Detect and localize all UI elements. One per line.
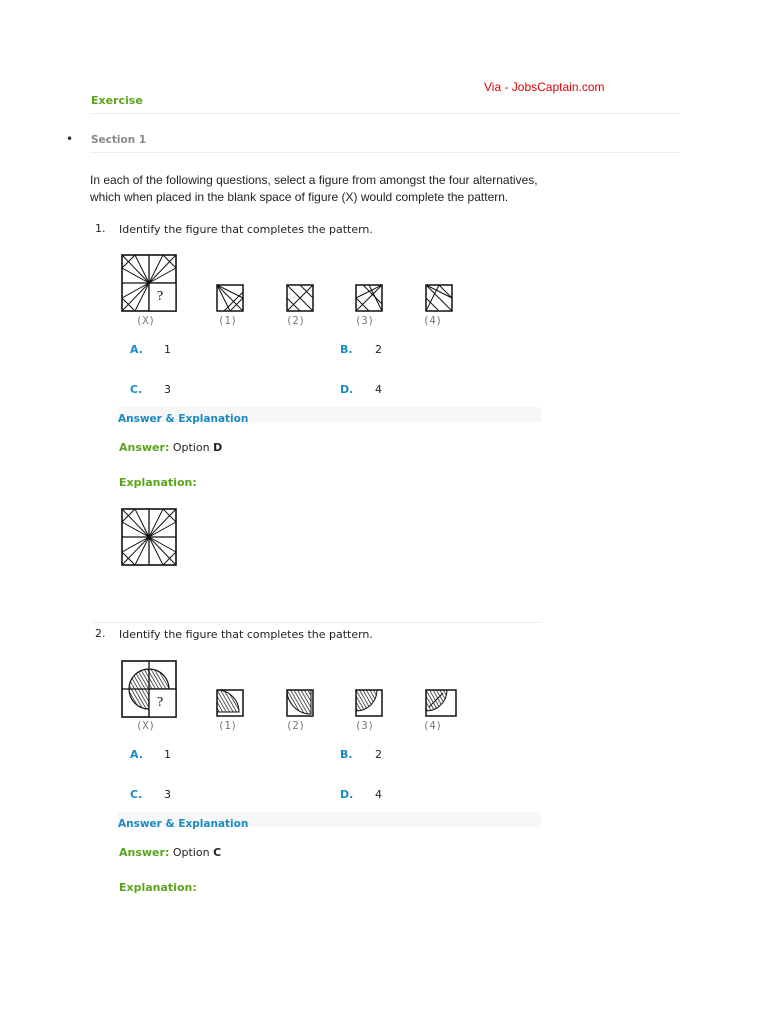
watermark-link[interactable]: Via - JobsCaptain.com [484,80,605,94]
answer-value: C [213,846,222,859]
figure-label: (3) [355,720,374,732]
option-letter-c[interactable]: C. [130,788,143,801]
question-number: 1. [95,222,106,235]
answer-value: D [213,441,223,454]
figure-label: (4) [423,315,442,327]
answer-label: Answer: [119,846,170,859]
answer-figure-4 [425,689,457,717]
option-value-b[interactable]: 2 [375,748,382,761]
question-text: Identify the figure that completes the pattern. [119,223,373,236]
explanation-figure [121,508,177,566]
answer-figure-2 [286,284,314,312]
problem-figure-x [121,660,177,718]
figure-label: (2) [286,720,305,732]
option-letter-a[interactable]: A. [130,343,143,356]
explanation-label: Explanation: [119,881,197,894]
exercise-title: Exercise [91,94,143,107]
divider [90,152,680,153]
option-value-d[interactable]: 4 [375,383,382,396]
question-number: 2. [95,627,106,640]
answer-figure-4 [425,284,453,312]
answer-explanation-toggle[interactable] [118,407,541,425]
figure-label: (1) [218,720,237,732]
section-title[interactable]: Section 1 [91,134,147,146]
answer-figure-2 [286,689,314,717]
option-letter-c[interactable]: C. [130,383,143,396]
figure-label: (X) [136,720,155,732]
answer-prefix: Option [172,441,210,454]
figure-label: (4) [423,720,442,732]
blank-marker: ? [157,695,164,710]
option-letter-a[interactable]: A. [130,748,143,761]
option-value-b[interactable]: 2 [375,343,382,356]
question-text: Identify the figure that completes the pattern. [119,628,373,641]
blank-marker: ? [157,289,164,304]
answer-figure-1 [216,689,244,717]
option-value-c[interactable]: 3 [164,788,171,801]
answer-line [119,846,221,859]
answer-figure-1 [216,284,244,312]
answer-label: Answer: [119,441,170,454]
option-value-a[interactable]: 1 [164,343,171,356]
divider [90,113,680,114]
instructions-text: In each of the following questions, select a figure from amongst the four alternatives, which when placed in the blank space of figure (X) would complete the pattern. [90,173,538,204]
answer-line [119,441,222,454]
figure-label: (X) [136,315,155,327]
figure-label: (1) [218,315,237,327]
option-value-a[interactable]: 1 [164,748,171,761]
divider [92,622,542,623]
answer-explanation-label[interactable]: Answer & Explanation [118,818,249,830]
option-letter-b[interactable]: B. [340,748,353,761]
answer-prefix: Option [172,846,210,859]
option-value-c[interactable]: 3 [164,383,171,396]
figure-label: (2) [286,315,305,327]
explanation-label: Explanation: [119,476,197,489]
answer-figure-3 [355,284,383,312]
answer-figure-3 [355,689,383,717]
problem-figure-x [121,254,177,312]
answer-explanation-label[interactable]: Answer & Explanation [118,413,249,425]
section-bullet: • [66,132,74,146]
option-letter-d[interactable]: D. [340,788,354,801]
option-value-d[interactable]: 4 [375,788,382,801]
option-letter-b[interactable]: B. [340,343,353,356]
answer-explanation-toggle[interactable] [118,812,541,830]
figure-label: (3) [355,315,374,327]
option-letter-d[interactable]: D. [340,383,354,396]
